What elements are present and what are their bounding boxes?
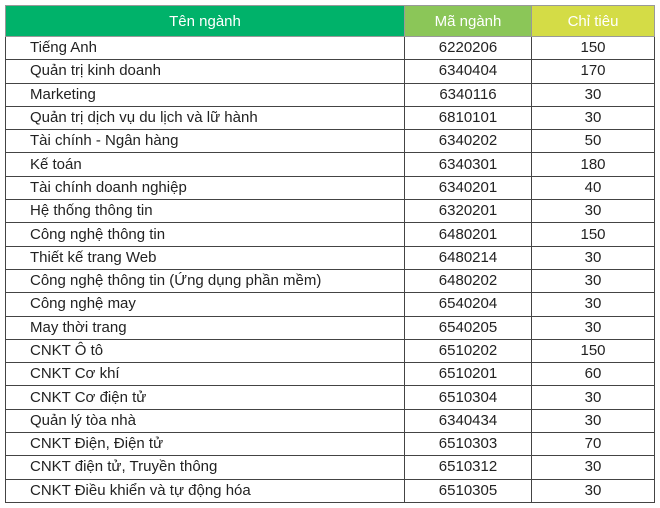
table-row (6, 269, 655, 292)
table-row (6, 339, 655, 362)
major-name: Thiết kế trang Web (6, 246, 405, 269)
major-code: 6340434 (405, 409, 532, 432)
major-name: CNKT Điều khiển và tự động hóa (6, 479, 405, 502)
table-row (6, 37, 655, 60)
major-name: Marketing (6, 83, 405, 106)
major-code: 6340202 (405, 130, 532, 153)
major-quota: 50 (532, 130, 655, 153)
major-code: 6340116 (405, 83, 532, 106)
major-code: 6340404 (405, 60, 532, 83)
table-row (6, 106, 655, 129)
majors-table (5, 5, 655, 503)
major-name: Tài chính - Ngân hàng (6, 130, 405, 153)
major-name: CNKT Ô tô (6, 339, 405, 362)
major-name: Quản trị kinh doanh (6, 60, 405, 83)
table-row (6, 409, 655, 432)
major-quota: 150 (532, 339, 655, 362)
major-name: Tiếng Anh (6, 37, 405, 60)
major-quota: 30 (532, 106, 655, 129)
header-code: Mã ngành (405, 6, 532, 37)
major-quota: 180 (532, 153, 655, 176)
table-row (6, 316, 655, 339)
major-code: 6510304 (405, 386, 532, 409)
major-quota: 60 (532, 363, 655, 386)
table-row (6, 200, 655, 223)
table-row (6, 363, 655, 386)
major-name: Quản lý tòa nhà (6, 409, 405, 432)
table-row (6, 83, 655, 106)
table-row (6, 386, 655, 409)
table-row (6, 246, 655, 269)
major-code: 6540205 (405, 316, 532, 339)
major-name: Công nghệ may (6, 293, 405, 316)
major-quota: 40 (532, 176, 655, 199)
table-row (6, 479, 655, 502)
major-name: Kế toán (6, 153, 405, 176)
table-row (6, 130, 655, 153)
major-quota: 150 (532, 223, 655, 246)
table-row (6, 456, 655, 479)
header-row (6, 6, 655, 37)
major-name: May thời trang (6, 316, 405, 339)
major-name: CNKT điện tử, Truyền thông (6, 456, 405, 479)
table-row (6, 433, 655, 456)
table-row (6, 153, 655, 176)
major-code: 6480214 (405, 246, 532, 269)
major-name: Tài chính doanh nghiệp (6, 176, 405, 199)
major-code: 6340301 (405, 153, 532, 176)
major-quota: 170 (532, 60, 655, 83)
major-quota: 30 (532, 293, 655, 316)
major-quota: 30 (532, 479, 655, 502)
major-code: 6340201 (405, 176, 532, 199)
header-name: Tên ngành (6, 6, 405, 37)
major-quota: 30 (532, 269, 655, 292)
major-code: 6810101 (405, 106, 532, 129)
table-row (6, 223, 655, 246)
table-row (6, 293, 655, 316)
table-row (6, 176, 655, 199)
major-code: 6510305 (405, 479, 532, 502)
table-row (6, 60, 655, 83)
major-name: CNKT Điện, Điện tử (6, 433, 405, 456)
major-quota: 30 (532, 246, 655, 269)
major-code: 6220206 (405, 37, 532, 60)
major-name: Quản trị dịch vụ du lịch và lữ hành (6, 106, 405, 129)
major-name: CNKT Cơ điện tử (6, 386, 405, 409)
major-quota: 30 (532, 316, 655, 339)
major-name: Hệ thống thông tin (6, 200, 405, 223)
major-code: 6540204 (405, 293, 532, 316)
major-code: 6510303 (405, 433, 532, 456)
major-name: Công nghệ thông tin (6, 223, 405, 246)
major-code: 6510312 (405, 456, 532, 479)
major-name: CNKT Cơ khí (6, 363, 405, 386)
header-quota: Chỉ tiêu (532, 6, 655, 37)
major-quota: 30 (532, 386, 655, 409)
major-code: 6480201 (405, 223, 532, 246)
major-quota: 30 (532, 456, 655, 479)
major-quota: 30 (532, 409, 655, 432)
major-code: 6510202 (405, 339, 532, 362)
major-quota: 30 (532, 200, 655, 223)
major-code: 6510201 (405, 363, 532, 386)
major-code: 6320201 (405, 200, 532, 223)
major-name: Công nghệ thông tin (Ứng dụng phần mềm) (6, 269, 405, 292)
major-quota: 70 (532, 433, 655, 456)
major-quota: 30 (532, 83, 655, 106)
major-quota: 150 (532, 37, 655, 60)
major-code: 6480202 (405, 269, 532, 292)
